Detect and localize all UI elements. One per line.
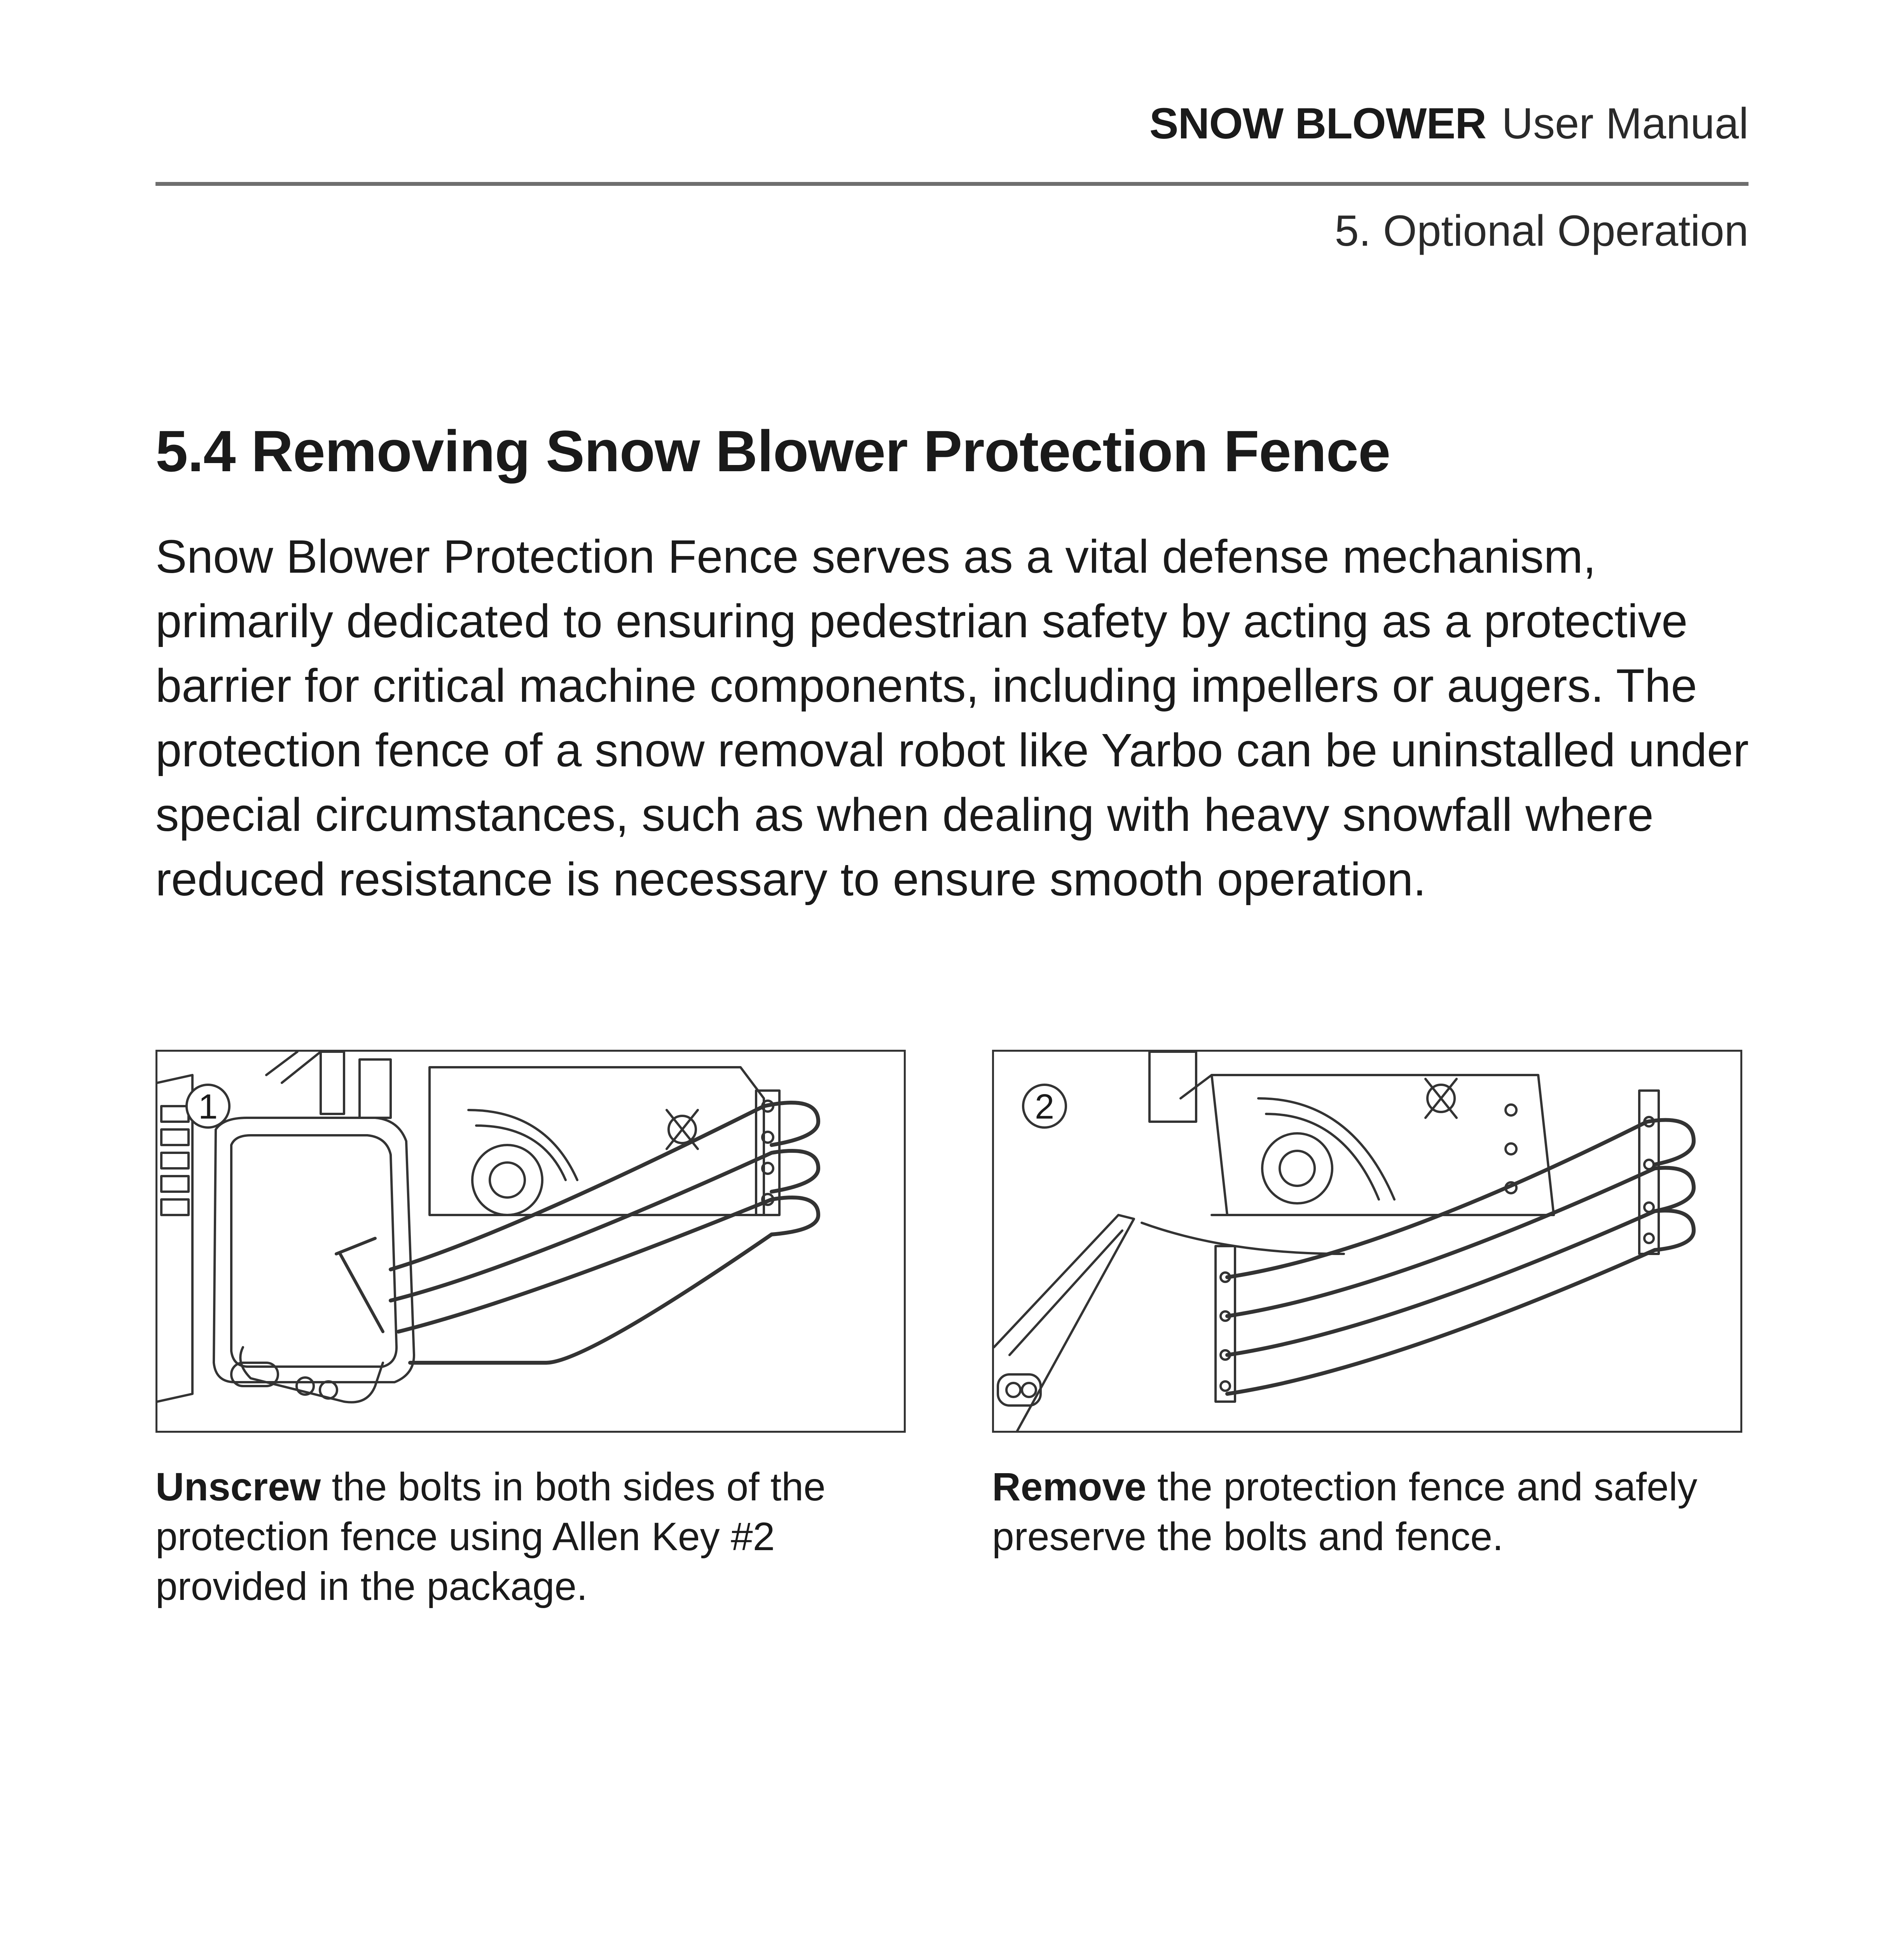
step-number-label: 2 [1034, 1087, 1055, 1126]
step-1-text: the bolts in both sides of the protection fence using Allen Key #2 provided in the package. [155, 1465, 826, 1608]
chapter-label: 5. Optional Operation [1335, 206, 1749, 255]
snow-blower-fence-removed-illustration [994, 1052, 1740, 1431]
step-2-action: Remove [992, 1465, 1146, 1509]
section-title: 5.4 Removing Snow Blower Protection Fence [155, 418, 1390, 484]
step-1-action: Unscrew [155, 1465, 321, 1509]
step-2-caption [992, 1462, 1754, 1561]
section-intro: Snow Blower Protection Fence serves as a vital defense mechanism, primarily dedicated to ensuring pedestrian safety by acting as a protective barrier for critical machine components, including impellers or augers. The protection fence of a snow removal robot like Yarbo can be uninstalled under special circumstances, such as when dealing with heavy snowfall where reduced resistance is necessary to ensure smooth operation. [155, 530, 1749, 906]
step-2-text: the protection fence and safely preserve the bolts and fence. [992, 1465, 1698, 1559]
header-brand: SNOW BLOWER [1149, 99, 1487, 148]
step-1-caption [155, 1462, 917, 1611]
header-title [1149, 99, 1749, 148]
step-1-illustration [155, 1050, 906, 1433]
step-number-label: 1 [198, 1087, 218, 1126]
snow-blower-fence-bolts-illustration [157, 1052, 904, 1431]
step-2-illustration [992, 1050, 1742, 1433]
header-doc-title: User Manual [1502, 99, 1749, 148]
header-divider [155, 182, 1749, 186]
